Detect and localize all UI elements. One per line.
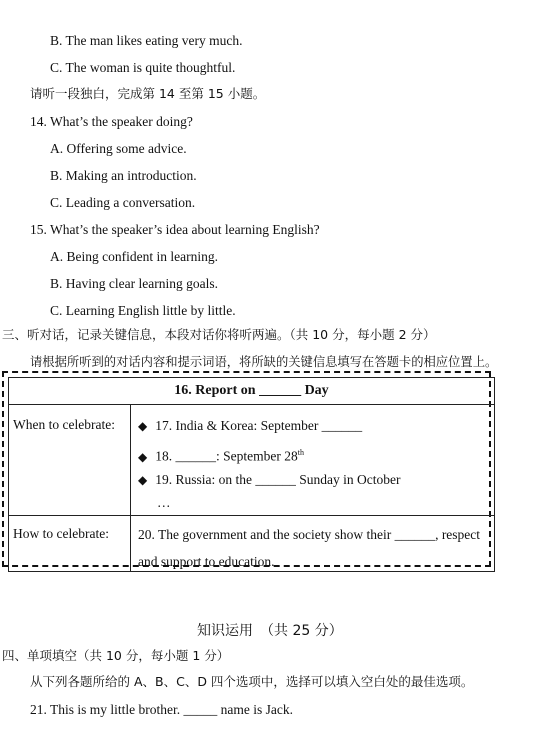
item-20-line2: and support to education. [138,554,275,569]
item-19 [138,471,400,489]
report-table [8,377,495,572]
section-4-heading: 四、单项填空（共 10 分，每小题 1 分） [2,648,230,663]
q14-option-b: B. Making an introduction. [50,168,197,183]
ellipsis: … [157,495,171,510]
how-cell [131,516,495,572]
item-17 [138,417,362,435]
report-title: 16. Report on ______ Day [9,378,495,405]
q14-question: 14. What’s the speaker doing? [30,114,193,129]
item-18-text: 18. ______: September 28 [155,448,298,464]
bullet-icon: ◆ [138,473,148,487]
item-18-superscript: th [297,448,304,457]
q14-option-a: A. Offering some advice. [50,141,187,156]
section-3-heading: 三、听对话，记录关键信息，本段对话你将听两遍。（共 10 分，每小题 2 分） [2,327,436,342]
report-box [2,371,491,567]
bullet-icon: ◆ [138,419,148,433]
when-cell [131,405,495,516]
q15-option-c: C. Learning English little by little. [50,303,236,318]
q13-option-b: B. The man likes eating very much. [50,33,243,48]
bullet-icon: ◆ [138,449,148,464]
q15-option-a: A. Being confident in learning. [50,249,218,264]
section-4-instruction: 从下列各题所给的 A、B、C、D 四个选项中，选择可以填入空白处的最佳选项。 [30,674,474,689]
when-label: When to celebrate: [13,417,115,432]
section-3-instruction: 请根据所听到的对话内容和提示词语，将所缺的关键信息填写在答题卡的相应位置上。 [30,355,498,369]
q13-option-c: C. The woman is quite thoughtful. [50,60,236,75]
item-18 [138,444,304,466]
q14-option-c: C. Leading a conversation. [50,195,196,210]
monologue-instruction: 请听一段独白，完成第 14 至第 15 小题。 [30,86,266,101]
item-20-line1: 20. The government and the society show their ______, respect [138,527,481,542]
item-17-text: 17. India & Korea: September ______ [155,418,363,433]
q21-question: 21. This is my little brother. _____ name is Jack. [30,702,293,717]
q15-question: 15. What’s the speaker’s idea about learning English? [30,222,320,237]
q15-option-b: B. Having clear learning goals. [50,276,218,291]
how-label: How to celebrate: [13,526,109,541]
item-19-text: 19. Russia: on the ______ Sunday in October [155,472,401,487]
knowledge-heading: 知识运用 （共 25 分） [197,623,343,639]
